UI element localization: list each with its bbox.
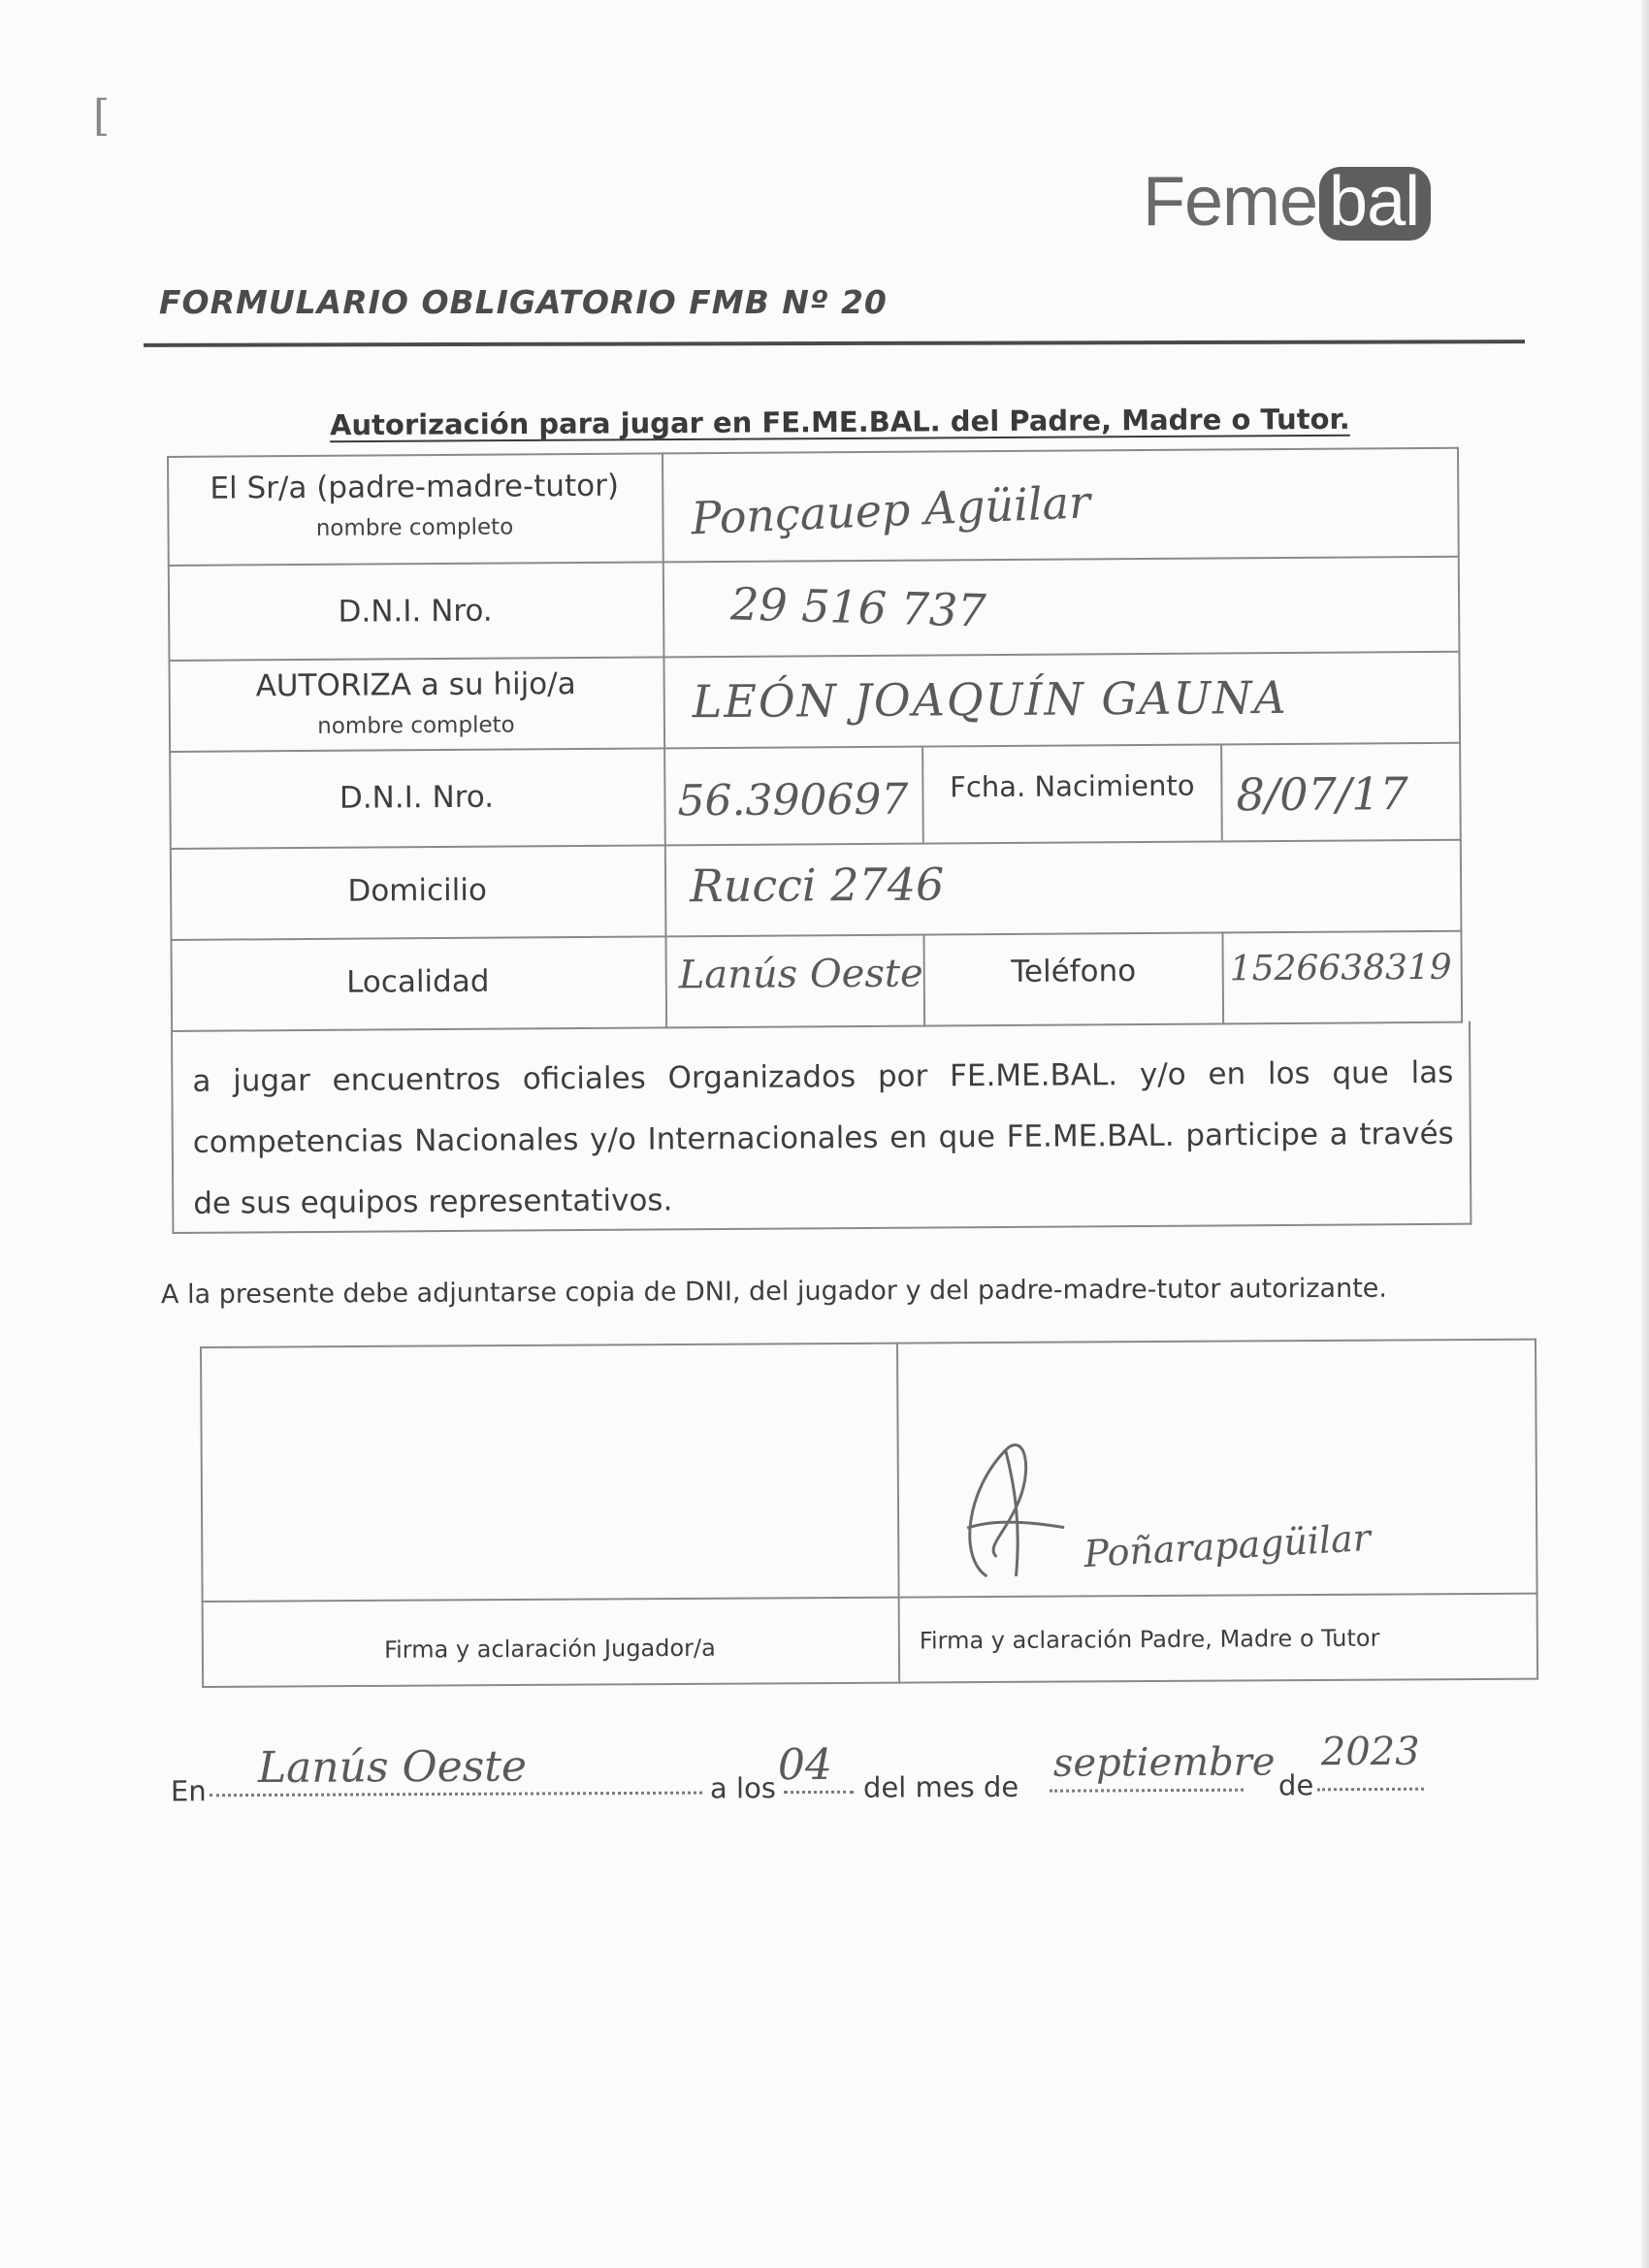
sig-border-top <box>200 1339 1536 1348</box>
logo-box-text: bal <box>1319 167 1431 241</box>
attachment-note: A la presente debe adjuntarse copia de DNI, del jugador y del padre-madre-tutor autorizante. <box>160 1273 1388 1311</box>
address-value: Rucci 2746 <box>689 858 945 913</box>
row-divider <box>168 556 1460 567</box>
femebal-logo <box>1143 163 1431 241</box>
parent-signature-mark <box>948 1431 1075 1597</box>
sig-border-bottom <box>202 1678 1538 1688</box>
title-rule <box>144 340 1525 347</box>
logo-text: Feme <box>1143 163 1318 241</box>
child-name-sublabel: nombre completo <box>317 712 515 740</box>
margin-mark: [ <box>93 91 111 141</box>
en-label: En <box>170 1774 207 1808</box>
parent-name-label-text: El Sr/a (padre-madre-tutor) <box>210 468 620 506</box>
child-name-label-text: AUTORIZA a su hijo/a <box>255 666 576 704</box>
authorization-text: a jugar encuentros oficiales Organizados por FE.ME.BAL. y/o en los que las competencias Nacionales y/o Internacionales en que FE.ME.BAL. participe a través de sus equipos representativos. <box>192 1054 1454 1221</box>
table-border-top <box>167 447 1459 458</box>
year-dots <box>1317 1788 1424 1792</box>
form-subtitle: Autorización para jugar en FE.ME.BAL. del Padre, Madre o Tutor. <box>329 402 1350 442</box>
scan-edge <box>1641 0 1649 2268</box>
month-dots <box>1050 1789 1244 1793</box>
parent-name-label <box>167 468 663 543</box>
column-divider <box>662 452 667 1028</box>
player-signature-label: Firma y aclaración Jugador/a <box>383 1634 716 1664</box>
parent-signature-label: Firma y aclaración Padre, Madre o Tutor <box>919 1624 1380 1655</box>
row-divider <box>170 930 1462 941</box>
column-divider <box>1220 743 1223 840</box>
authorization-text-box <box>171 1021 1471 1234</box>
parent-dni-value: 29 516 737 <box>729 577 987 637</box>
row-divider <box>169 742 1461 753</box>
signature-table <box>200 1339 1538 1688</box>
child-name-value: LEÓN JOAQUÍN GAUNA <box>692 670 1288 729</box>
month-value: septiembre <box>1052 1739 1276 1786</box>
place-date-line <box>170 1729 1451 1824</box>
row-divider <box>170 839 1462 850</box>
table-border-right <box>1457 447 1463 1023</box>
phone-label: Teléfono <box>1011 954 1137 989</box>
child-name-label <box>169 665 664 741</box>
child-dni-label: D.N.I. Nro. <box>339 779 495 816</box>
birth-date-value: 8/07/17 <box>1236 767 1408 822</box>
child-dni-value: 56.390697 <box>677 774 909 826</box>
parent-dni-label: D.N.I. Nro. <box>338 593 493 630</box>
a-los-label: a los <box>709 1771 776 1805</box>
column-divider <box>1221 931 1224 1024</box>
phone-value: 1526638319 <box>1229 947 1452 989</box>
authorization-table <box>167 447 1463 1030</box>
year-label: de <box>1277 1768 1314 1802</box>
parent-name-sublabel: nombre completo <box>315 514 514 542</box>
sig-row-divider <box>202 1593 1538 1603</box>
address-label: Domicilio <box>347 872 488 909</box>
parent-name-value: Ponçauep Agüilar <box>690 475 1092 545</box>
day-value: 04 <box>777 1739 833 1791</box>
birth-date-label: Fcha. Nacimiento <box>950 768 1195 804</box>
parent-signature-name: Poñarapagüilar <box>1083 1515 1373 1576</box>
month-label: del mes de <box>862 1769 1019 1804</box>
locality-label: Localidad <box>346 963 490 1000</box>
locality-value: Lanús Oeste <box>678 951 923 998</box>
row-divider <box>168 651 1460 662</box>
day-dots <box>784 1791 854 1794</box>
year-value: 2023 <box>1320 1729 1420 1775</box>
place-value: Lanús Oeste <box>257 1741 528 1793</box>
form-title: FORMULARIO OBLIGATORIO FMB Nº 20 <box>159 283 888 321</box>
box-border-left <box>171 1030 174 1234</box>
sig-border-right <box>1535 1339 1538 1680</box>
box-border-right <box>1469 1021 1471 1225</box>
